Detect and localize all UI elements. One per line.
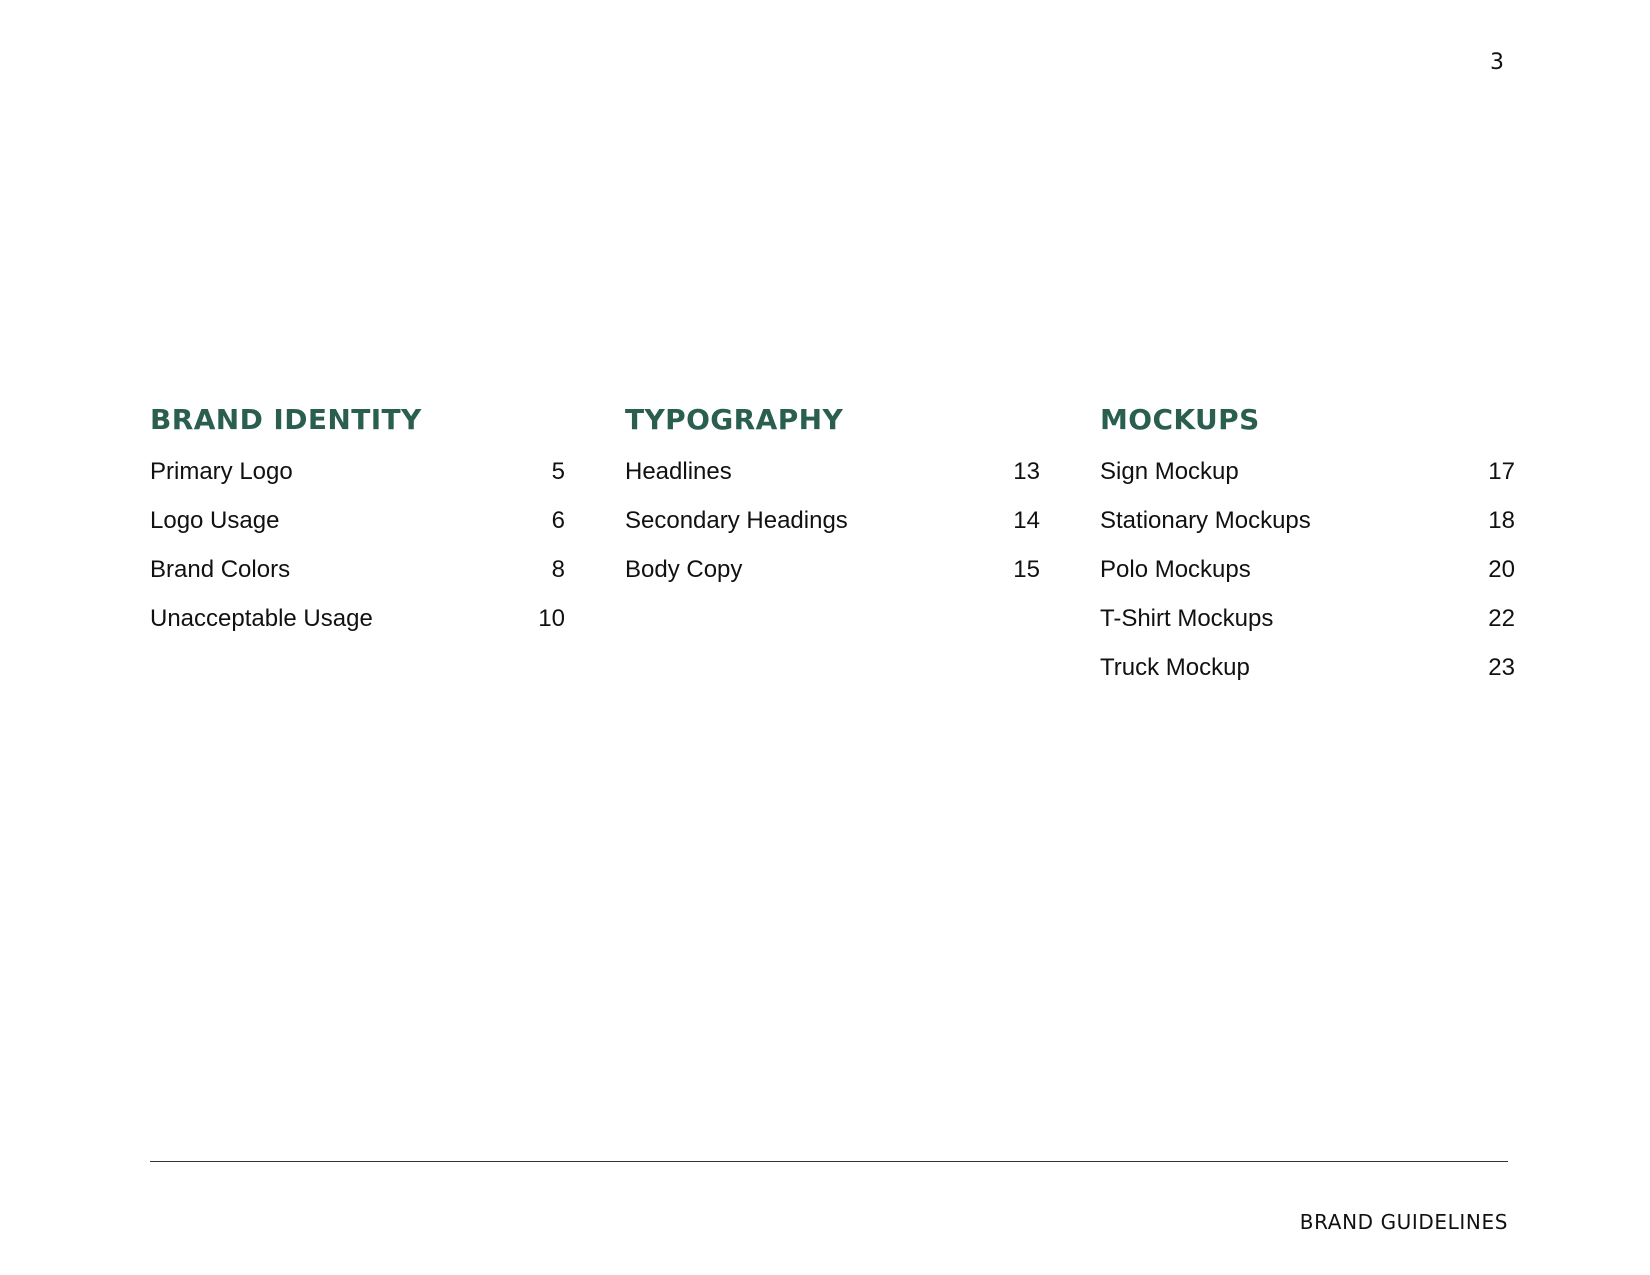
toc-section-typography bbox=[625, 402, 1040, 701]
entry-page-number: 6 bbox=[551, 507, 565, 534]
entry-page-number: 17 bbox=[1488, 458, 1515, 485]
entry-label: Secondary Headings bbox=[625, 507, 848, 534]
page-number: 3 bbox=[1490, 50, 1505, 75]
entry-page-number: 10 bbox=[538, 605, 565, 632]
section-title: MOCKUPS bbox=[1100, 403, 1260, 436]
entry-page-number: 20 bbox=[1488, 556, 1515, 583]
entry-label: Body Copy bbox=[625, 556, 743, 583]
entry-page-number: 22 bbox=[1488, 605, 1515, 632]
toc-entry[interactable] bbox=[625, 505, 1040, 554]
toc-entry[interactable] bbox=[1100, 652, 1515, 701]
entry-page-number: 15 bbox=[1013, 556, 1040, 583]
entry-page-number: 13 bbox=[1013, 458, 1040, 485]
toc-entry[interactable] bbox=[625, 456, 1040, 505]
footer-label: BRAND GUIDELINES bbox=[1299, 1210, 1508, 1234]
toc-entry[interactable] bbox=[1100, 505, 1515, 554]
table-of-contents bbox=[150, 402, 1515, 701]
toc-entry[interactable] bbox=[1100, 554, 1515, 603]
toc-entry[interactable] bbox=[150, 456, 565, 505]
toc-entry[interactable] bbox=[1100, 456, 1515, 505]
entry-page-number: 18 bbox=[1488, 507, 1515, 534]
entry-page-number: 14 bbox=[1013, 507, 1040, 534]
entry-label: Truck Mockup bbox=[1100, 654, 1250, 681]
toc-entry[interactable] bbox=[150, 505, 565, 554]
entry-label: Polo Mockups bbox=[1100, 556, 1251, 583]
entry-label: Logo Usage bbox=[150, 507, 280, 534]
section-title: BRAND IDENTITY bbox=[150, 403, 422, 436]
toc-entry[interactable] bbox=[625, 554, 1040, 603]
entry-label: Brand Colors bbox=[150, 556, 291, 583]
section-title: TYPOGRAPHY bbox=[625, 403, 844, 436]
toc-entry[interactable] bbox=[150, 554, 565, 603]
entry-label: Primary Logo bbox=[150, 458, 293, 485]
entry-label: Stationary Mockups bbox=[1100, 507, 1311, 534]
entry-label: T-Shirt Mockups bbox=[1100, 605, 1274, 632]
entry-label: Unacceptable Usage bbox=[150, 605, 373, 632]
toc-section-brand-identity bbox=[150, 402, 565, 701]
toc-section-mockups bbox=[1100, 402, 1515, 701]
entry-page-number: 23 bbox=[1488, 654, 1515, 681]
toc-entry[interactable] bbox=[1100, 603, 1515, 652]
entry-label: Headlines bbox=[625, 458, 732, 485]
entry-page-number: 8 bbox=[551, 556, 565, 583]
entry-page-number: 5 bbox=[551, 458, 565, 485]
toc-entry[interactable] bbox=[150, 603, 565, 652]
entry-label: Sign Mockup bbox=[1100, 458, 1239, 485]
footer-divider bbox=[150, 1161, 1508, 1162]
